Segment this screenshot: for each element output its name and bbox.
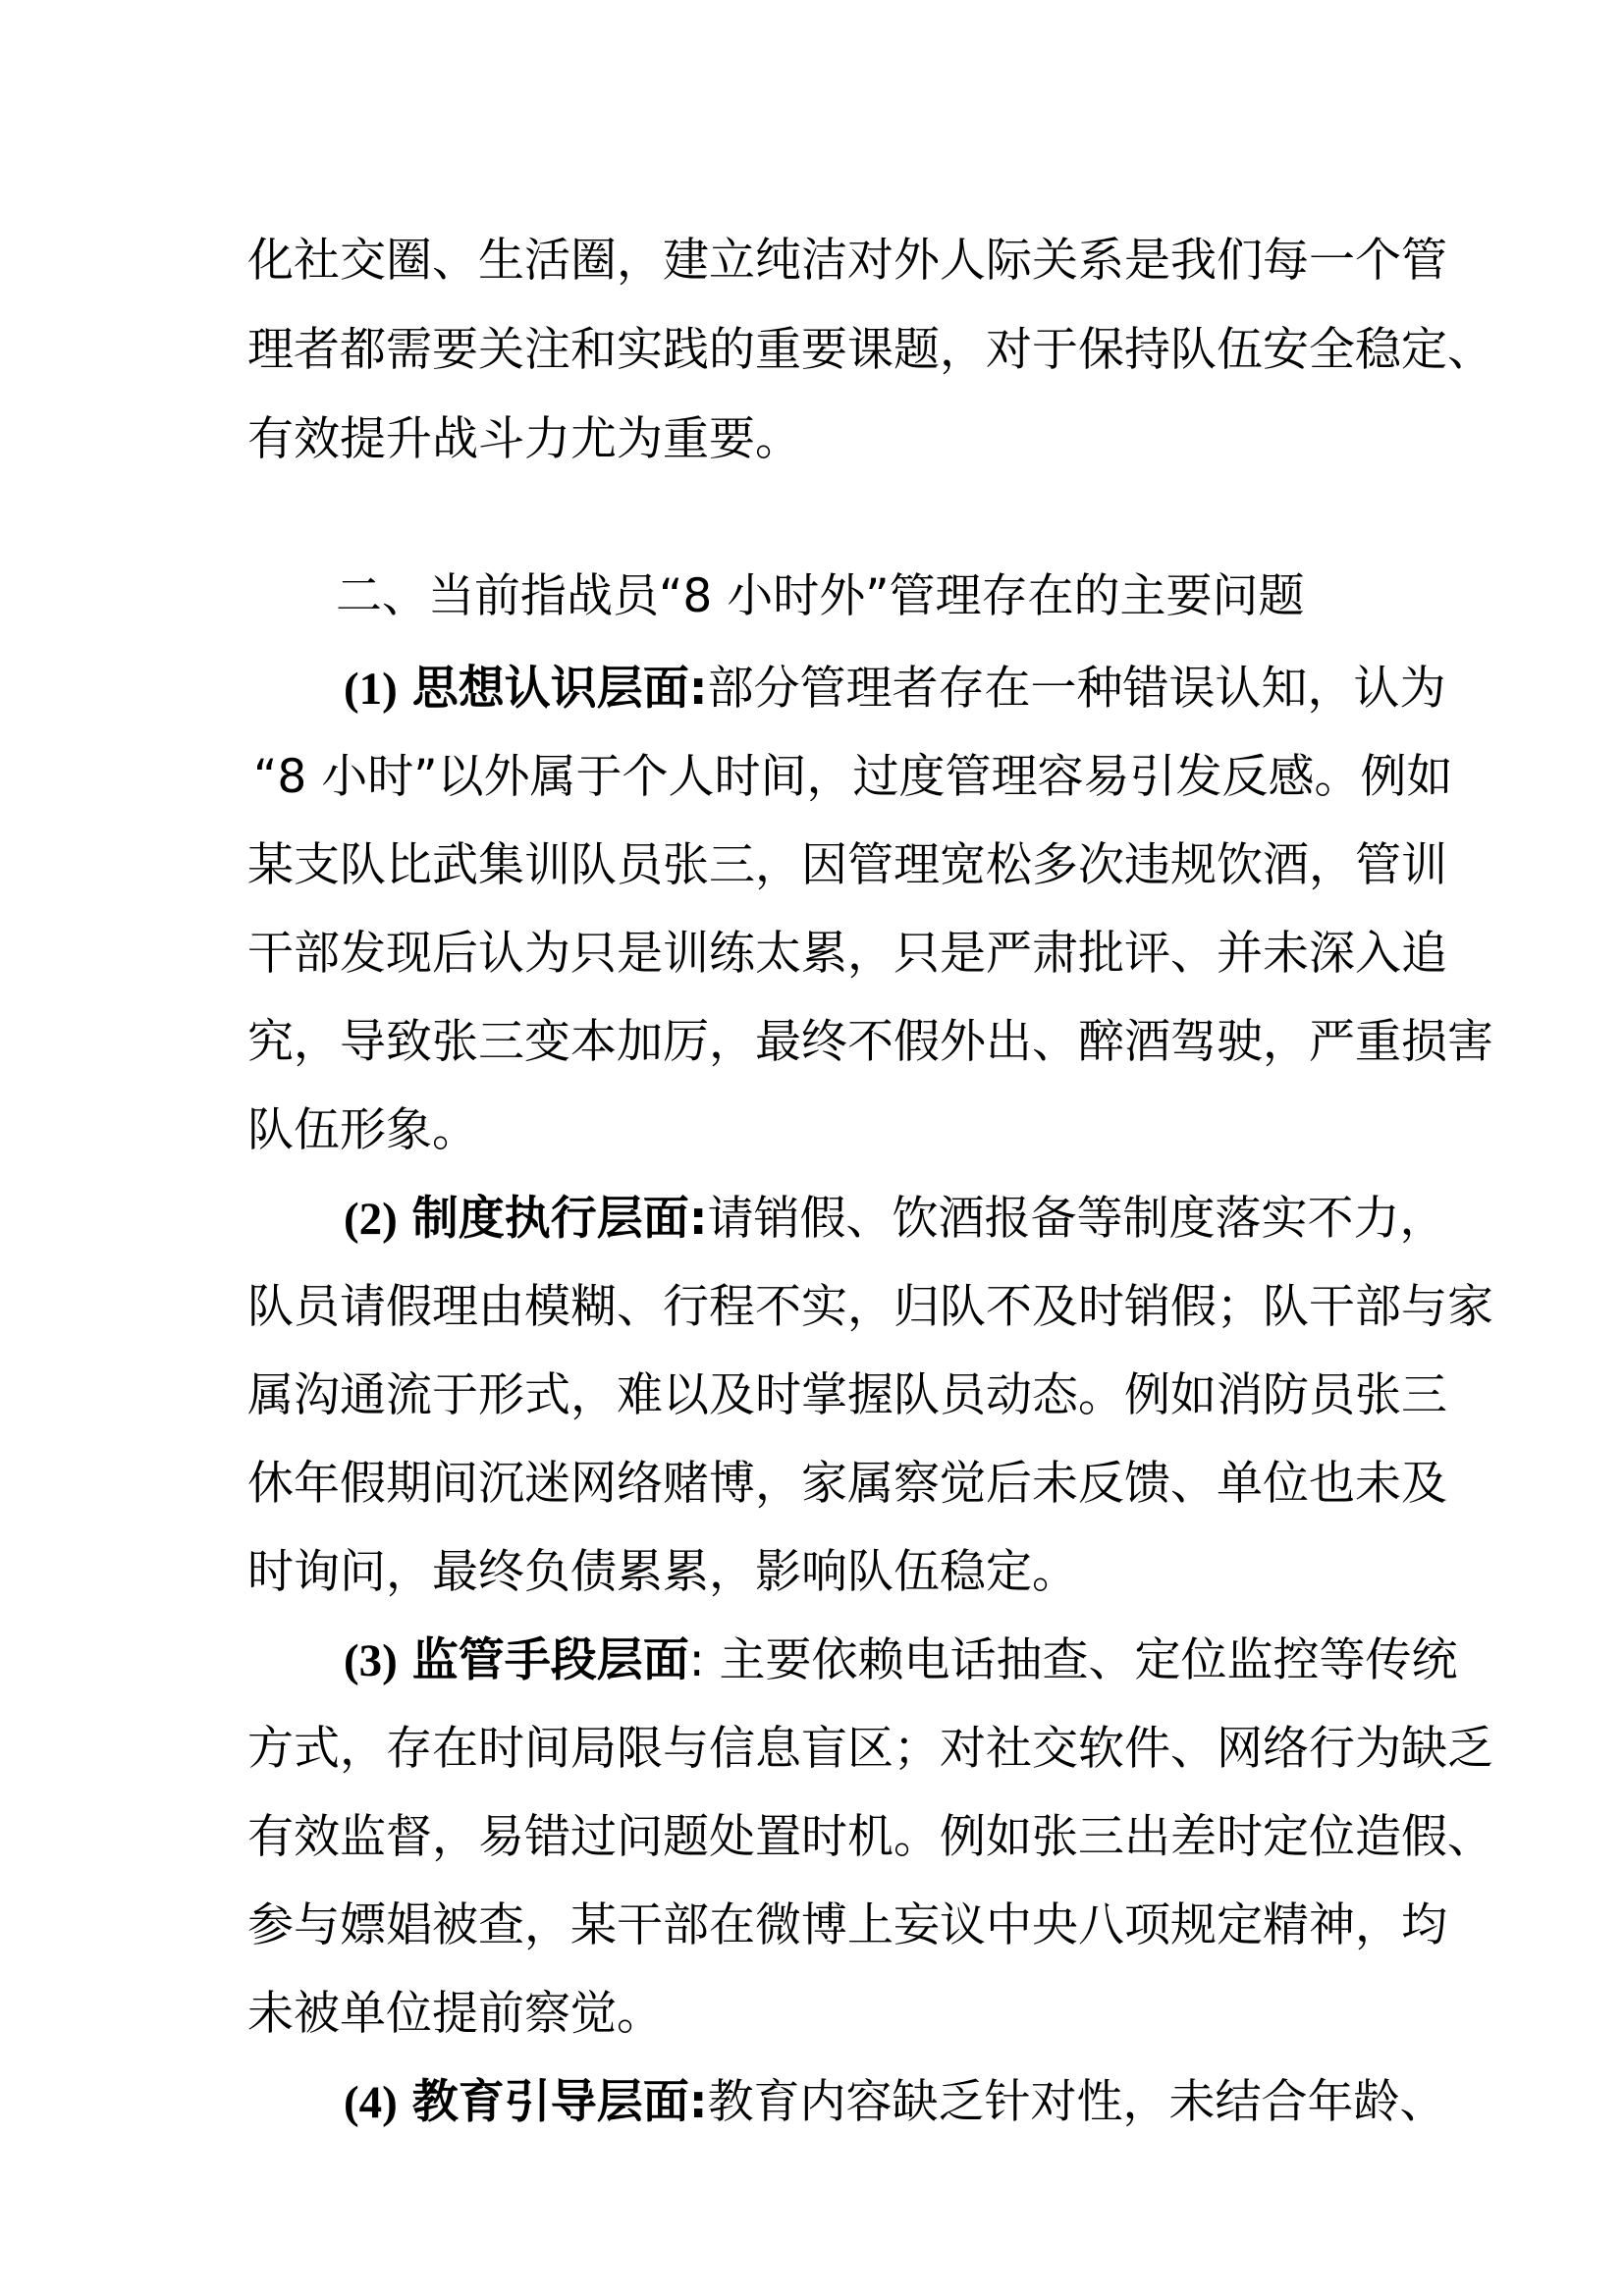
item-2-line-3: 属沟通流于形式，难以及时掌握队员动态。例如消防员张三 [247,1368,1447,1422]
item-1-line-5: 究，导致张三变本加厉，最终不假外出、醉酒驾驶，严重损害 [247,1015,1493,1069]
item-2-first-line [344,1190,1502,1249]
item-1-line-3: 某支队比武集训队员张三，因管理宽松多次违规饮酒，管训 [247,838,1447,892]
item-4-title: 教育引导层面: [411,2075,708,2129]
item-2-number: (2) [344,1194,398,1245]
intro-line-3: 有效提升战斗力尤为重要。 [247,412,801,466]
item-2-title: 制度执行层面: [411,1192,708,1246]
item-3-line-5: 未被单位提前察觉。 [247,1987,663,2041]
item-2-line-4: 休年假期间沉迷网络赌博，家属察觉后未反馈、单位也未及 [247,1457,1447,1511]
item-2-line-2: 队员请假理由模糊、行程不实，归队不及时销假；队干部与家 [247,1280,1493,1334]
item-1-line-4: 干部发现后认为只是训练太累，只是严肃批评、并未深入追 [247,927,1447,981]
item-3-first-line [344,1631,1502,1690]
item-3-line-2: 方式，存在时间局限与信息盲区；对社交软件、网络行为缺乏 [247,1722,1493,1776]
item-1-title: 思想认识层面: [411,662,708,716]
item-3-title: 监管手段层面 [411,1633,689,1687]
item-2-line-5: 时询问，最终负债累累，影响队伍稳定。 [247,1545,1078,1599]
item-3-line-3: 有效监督，易错过问题处置时机。例如张三出差时定位造假、 [247,1810,1493,1864]
item-1-number: (1) [344,664,398,715]
item-1-first-line [344,660,1502,719]
item-1-line-2: “8 小时”以外属于个人时间，过度管理容易引发反感。例如 [253,750,1453,804]
item-1-first-line-text: 部分管理者存在一种错误认知，认为 [707,662,1446,716]
item-4-first-line-text: 教育内容缺乏针对性，未结合年龄、 [707,2075,1446,2129]
item-3-first-line-text: : 主要依赖电话抽查、定位监控等传统 [688,1633,1458,1687]
item-4-number: (4) [344,2077,398,2128]
item-3-line-4: 参与嫖娼被查，某干部在微博上妄议中央八项规定精神，均 [247,1898,1447,1952]
intro-line-1: 化社交圈、生活圈，建立纯洁对外人际关系是我们每一个管 [247,234,1447,288]
item-1-line-6: 队伍形象。 [247,1103,478,1157]
item-4-first-line [344,2073,1502,2132]
item-2-first-line-text: 请销假、饮酒报备等制度落实不力， [707,1192,1446,1246]
item-3-number: (3) [344,1635,398,1686]
section-heading: 二、当前指战员“8 小时外”管理存在的主要问题 [336,569,1305,623]
intro-line-2: 理者都需要关注和实践的重要课题，对于保持队伍安全稳定、 [247,323,1493,377]
